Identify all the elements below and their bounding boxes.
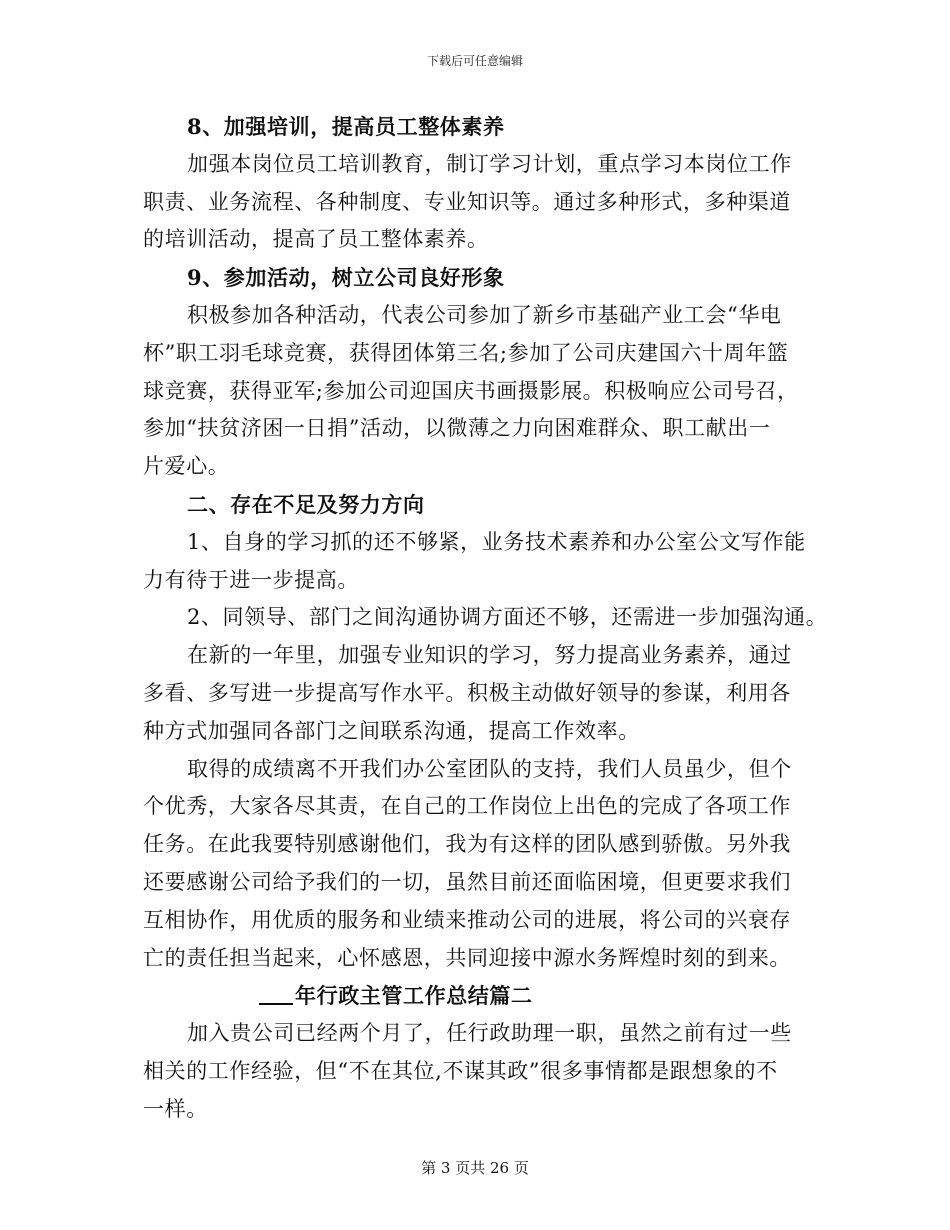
paragraph-line: 力有待于进一步提高。 xyxy=(143,567,359,592)
paragraph-line: 还要感谢公司给予我们的一切，虽然目前还面临困境，但更要求我们 xyxy=(143,869,791,894)
paragraph-line: 相关的工作经验，但“不在其位,不谋其政”很多事情都是跟想象的不 xyxy=(143,1058,778,1083)
title-blank-underline xyxy=(259,983,293,1005)
paragraph-line: 任务。在此我要特别感谢他们，我为有这样的团队感到骄傲。另外我 xyxy=(143,832,791,857)
paragraph-line: 取得的成绩离不开我们办公室团队的支持，我们人员虽少，但个 xyxy=(187,756,792,781)
paragraph-line: 杯”职工羽毛球竞赛，获得团体第三名;参加了公司庆建国六十周年篮 xyxy=(143,340,789,365)
paragraph-line: 的培训活动，提高了员工整体素养。 xyxy=(143,227,489,252)
paragraph-line: 加入贵公司已经两个月了，任行政助理一职，虽然之前有过一些 xyxy=(187,1021,792,1046)
page-number: 第 3 页共 26 页 xyxy=(421,1159,529,1177)
page-header-note: 下载后可任意编辑 xyxy=(426,54,523,68)
chapter-title-text: 年行政主管工作总结篇二 xyxy=(295,983,533,1009)
paragraph-line: 参加“扶贫济困一日捐”活动，以微薄之力向困难群众、职工献出一 xyxy=(143,416,771,441)
paragraph-line: 片爱心。 xyxy=(143,454,230,479)
paragraph-line: 2、同领导、部门之间沟通协调方面还不够，还需进一步加强沟通。 xyxy=(187,605,828,630)
paragraph-line: 互相协作，用优质的服务和业绩来推动公司的进展，将公司的兴衰存 xyxy=(143,907,791,932)
paragraph-line: 加强本岗位员工培训教育，制订学习计划，重点学习本岗位工作 xyxy=(187,151,792,176)
document-body xyxy=(143,108,828,1129)
section-heading-9: 9、参加活动，树立公司良好形象 xyxy=(187,265,505,291)
paragraph-line: 个优秀，大家各尽其责，在自己的工作岗位上出色的完成了各项工作 xyxy=(143,794,791,819)
paragraph-line: 亡的责任担当起来，心怀感恩，共同迎接中源水务辉煌时刻的到来。 xyxy=(143,945,791,970)
section-heading-8: 8、加强培训，提高员工整体素养 xyxy=(187,114,505,139)
section-heading-2: 二、存在不足及努力方向 xyxy=(187,491,425,517)
paragraph-line: 球竞赛，获得亚军;参加公司迎国庆书画摄影展。积极响应公司号召， xyxy=(143,378,799,403)
paragraph-line: 种方式加强同各部门之间联系沟通，提高工作效率。 xyxy=(143,718,640,743)
chapter-title xyxy=(143,977,808,1015)
paragraph-line: 积极参加各种活动，代表公司参加了新乡市基础产业工会“华电 xyxy=(187,302,782,327)
paragraph-line: 职责、业务流程、各种制度、专业知识等。通过多种形式，多种渠道 xyxy=(143,189,791,214)
paragraph-line: 一样。 xyxy=(143,1096,208,1121)
paragraph-line: 在新的一年里，加强专业知识的学习，努力提高业务素养，通过 xyxy=(187,643,792,668)
paragraph-line: 1、自身的学习抓的还不够紧，业务技术素养和办公室公文写作能 xyxy=(187,529,806,554)
paragraph-line: 多看、多写进一步提高写作水平。积极主动做好领导的参谋，利用各 xyxy=(143,680,791,705)
